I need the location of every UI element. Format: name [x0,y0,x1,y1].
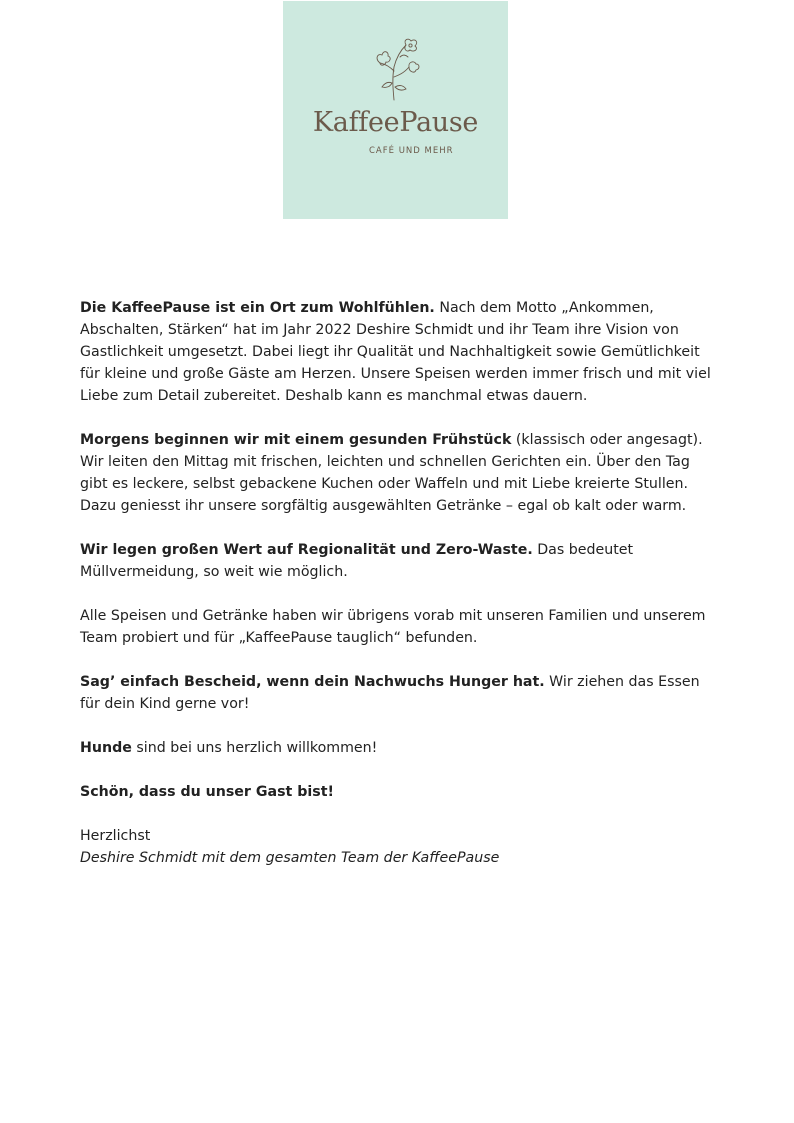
flower-icon [370,37,422,101]
paragraph-lead: Sag’ einfach Bescheid, wenn dein Nachwuchs Hunger hat. [80,674,545,690]
closing [80,825,720,869]
paragraph [80,539,720,583]
paragraph-text: Wir ziehen das Essen für dein Kind gerne vor! [80,674,700,712]
brand-name: KaffeePause [312,107,479,138]
closing-signature: Deshire Schmidt mit dem gesamten Team der KaffeePause [80,850,500,866]
logo [283,1,508,219]
paragraph-lead: Die KaffeePause ist ein Ort zum Wohlfühlen. [80,300,435,316]
paragraph-lead: Morgens beginnen wir mit einem gesunden Frühstück [80,432,512,448]
paragraph-text: Das bedeutet Müllvermeidung, so weit wie möglich. [80,542,634,580]
paragraph [80,671,720,715]
paragraph-lead: Schön, dass du unser Gast bist! [80,784,334,800]
paragraph-lead: Wir legen großen Wert auf Regionalität und Zero-Waste. [80,542,533,558]
paragraph [80,737,720,759]
paragraph-text: sind bei uns herzlich willkommen! [131,740,378,756]
paragraph-text: (klassisch oder angesagt). Wir leiten den Mittag mit frischen, leichten und schnellen Gerichten ein. Über den Tag gibt es leckere, selbst gebackene Kuchen oder Waffeln und mit Liebe kreierte Stullen. Dazu geniesst ihr unsere sorgfältig ausgewählten Getränke – egal ob kalt oder warm. [80,432,703,514]
paragraph [80,297,720,407]
paragraph [80,605,720,649]
paragraph [80,781,720,803]
paragraph-text: Alle Speisen und Getränke haben wir übrigens vorab mit unseren Familien und unserem Team probiert und für „KaffeePause tauglich“ befunden. [80,608,706,646]
paragraph [80,429,720,517]
closing-greeting: Herzlichst [80,828,151,844]
paragraph-text: Nach dem Motto „Ankommen, Abschalten, Stärken“ hat im Jahr 2022 Deshire Schmidt und ihr Team ihre Vision von Gastlichkeit umgesetzt. Dabei liegt ihr Qualität und Nachhaltigkeit sowie Gemütlichkeit für kleine und große Gäste am Herzen. Unsere Speisen werden immer frisch und mit viel Liebe zum Detail zubereitet. Deshalb kann es manchmal etwas dauern. [80,300,711,404]
paragraph-lead: Hunde [80,740,132,756]
letter-body [80,297,720,891]
brand-tagline: CAFÉ UND MEHR [369,146,454,156]
